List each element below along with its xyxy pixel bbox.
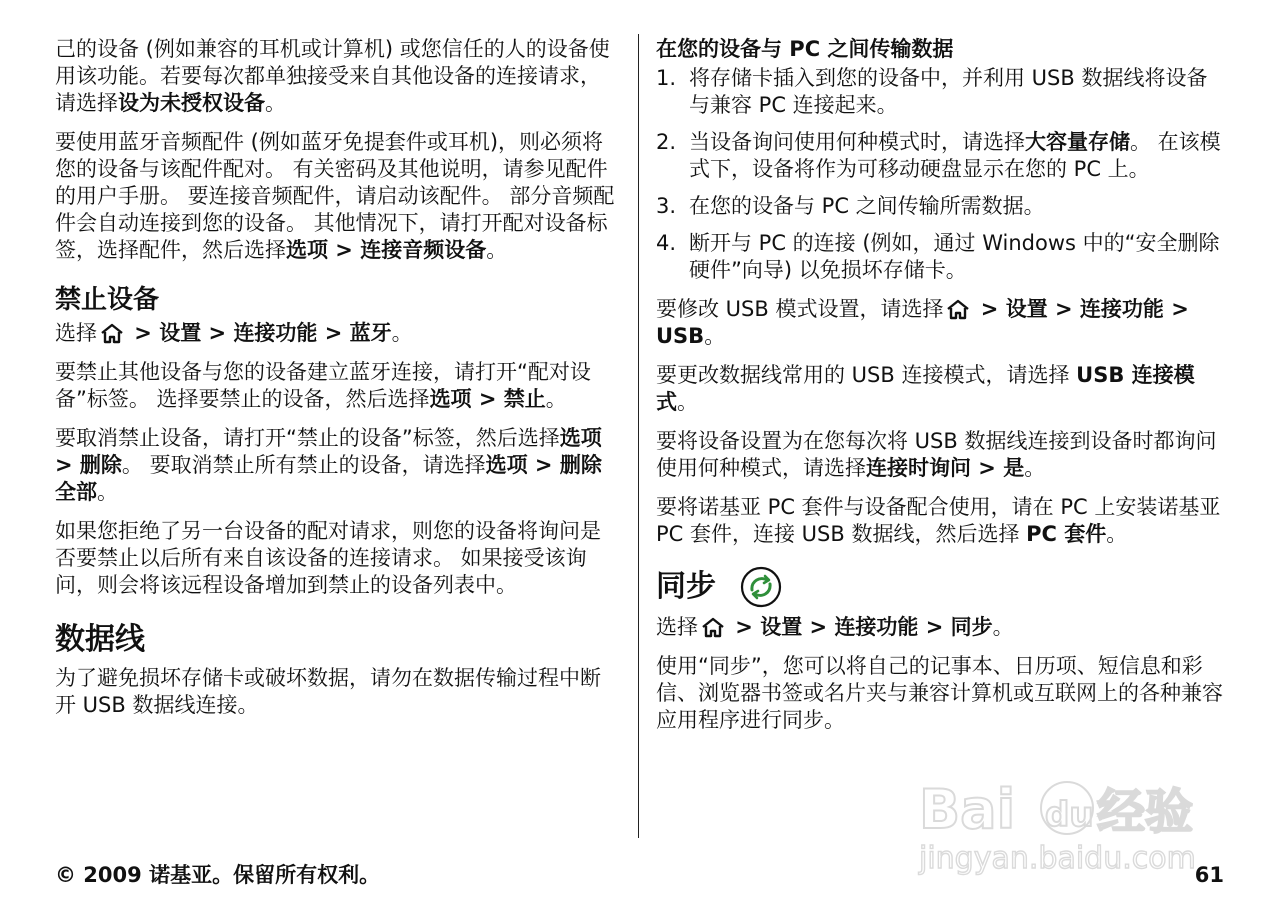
path-block-devices: [55, 320, 621, 347]
text: 选择: [55, 321, 97, 345]
baidu-watermark: [915, 770, 1205, 880]
text: 在您的设备与 PC 之间传输所需数据。: [689, 194, 1045, 218]
menu-term: 删除: [79, 453, 122, 477]
menu-term: PC 套件: [1026, 522, 1107, 546]
paragraph-sync: 使用“同步”，您可以将自己的记事本、日历项、短信息和彩信、浏览器书签或名片夹与兼容计算机或互联网上的各种兼容应用程序进行同步。: [656, 654, 1223, 732]
step-number: 4.: [656, 231, 677, 255]
text: 要取消禁止设备，请打开“禁止的设备”标签，然后选择: [55, 426, 560, 450]
transfer-steps: [656, 65, 1226, 284]
text: 要更改数据线常用的 USB 连接模式，请选择: [656, 363, 1077, 387]
menu-term: USB 连接模式: [656, 363, 1195, 414]
list-item: [656, 230, 1226, 284]
footer-copyright: © 2009 诺基亚。保留所有权利。: [55, 863, 381, 887]
text: 要禁止其他设备与您的设备建立蓝牙连接，请打开“配对设备”标签。 选择要禁止的设备，然后选择: [55, 360, 591, 411]
text: 当设备询问使用何种模式时，请选择: [689, 130, 1025, 154]
paragraph-reject-pairing: 如果您拒绝了另一台设备的配对请求，则您的设备将询问是否要禁止以后所有来自该设备的连接请求。 如果接受该询问，则会将该远程设备增加到禁止的设备列表中。: [55, 519, 601, 597]
step-number: 1.: [656, 66, 677, 90]
text: 选择: [656, 615, 698, 639]
menu-term: 连接功能: [1079, 297, 1164, 321]
path-separator: >: [127, 321, 160, 345]
text: 要将诺基亚 PC 套件与设备配合使用，请在 PC 上安装诺基亚 PC 套件，连接 USB 数据线，然后选择: [656, 495, 1221, 546]
right-column: [656, 36, 1226, 746]
text: 。: [677, 390, 698, 414]
text: 要使用蓝牙音频配件 (例如蓝牙免提套件或耳机)，则必须将您的设备与该配件配对。 有关密码及其他说明，请参见配件的用户手册。 要连接音频配件，请启动该配件。 部分音频配件会自动连接到您的设备。 其他情况下，请打开配对设备标签，选择配件，然后选择: [55, 130, 615, 262]
text: 。: [1024, 456, 1046, 480]
text: 要将设备设置为在您每次将 USB 数据线连接到设备时都询问使用何种模式，请选择: [656, 429, 1217, 480]
path-separator: >: [317, 321, 350, 345]
paragraph-pc-suite: [656, 494, 1226, 548]
menu-term: 连接功能: [834, 615, 919, 639]
path-sync: [656, 614, 1226, 641]
paragraph-block-device: [55, 359, 621, 413]
menu-term: 连接音频设备: [360, 238, 487, 262]
watermark-url: jingyan.baidu.com: [919, 841, 1196, 876]
heading-transfer-data: 在您的设备与 PC 之间传输数据: [656, 37, 954, 61]
menu-term: 删除全部: [55, 453, 602, 504]
path-separator: >: [1047, 297, 1080, 321]
paragraph-ask-on-connect: [656, 428, 1226, 482]
list-item: [656, 65, 1226, 119]
path-separator: >: [471, 387, 504, 411]
path-separator: >: [973, 297, 1006, 321]
home-icon: [99, 322, 125, 344]
path-separator: >: [971, 456, 1004, 480]
paragraph-data-cable: 为了避免损坏存储卡或破坏数据，请勿在数据传输过程中断开 USB 数据线连接。: [55, 666, 601, 717]
menu-term: 设置: [760, 615, 803, 639]
menu-term: 禁止: [503, 387, 546, 411]
menu-term: 蓝牙: [349, 321, 392, 345]
home-icon: [700, 616, 726, 638]
path-separator: >: [527, 453, 560, 477]
menu-term: 连接功能: [233, 321, 318, 345]
menu-term: 连接时询问: [866, 456, 971, 480]
text: 。: [992, 615, 1014, 639]
watermark-brand-1: Bai: [919, 778, 1016, 841]
text: 。: [265, 91, 286, 115]
paragraph-authorize: [55, 36, 621, 117]
text: 要修改 USB 模式设置，请选择: [656, 297, 944, 321]
menu-term: 同步: [950, 615, 993, 639]
list-item: [656, 129, 1226, 183]
paragraph-unblock-device: [55, 425, 621, 506]
menu-term: 设置: [159, 321, 202, 345]
step-number: 2.: [656, 130, 677, 154]
paragraph-usb-mode: [656, 296, 1226, 350]
text: 。: [1106, 522, 1128, 546]
paragraph-default-mode: [656, 362, 1226, 416]
path-separator: >: [328, 238, 361, 262]
menu-term: 设置: [1005, 297, 1048, 321]
text: 。 在该模式下，设备将作为可移动硬盘显示在您的 PC 上。: [689, 130, 1221, 181]
watermark-brand-2: du: [1045, 795, 1094, 835]
sync-icon: [740, 566, 782, 608]
path-separator: >: [1163, 297, 1189, 321]
text: 。: [486, 238, 508, 262]
path-separator: >: [55, 453, 80, 477]
path-separator: >: [802, 615, 835, 639]
text: 断开与 PC 的连接 (例如，通过 Windows 中的“安全删除硬件”向导) 以免损坏存储卡。: [689, 231, 1220, 282]
left-column: [55, 36, 621, 731]
text: 。: [704, 324, 726, 348]
text: 。: [391, 321, 413, 345]
menu-term: 选项: [429, 387, 472, 411]
path-separator: >: [201, 321, 234, 345]
paragraph-audio-accessory: [55, 129, 621, 264]
menu-term: 选项: [286, 238, 328, 262]
heading-text: 同步: [656, 569, 716, 604]
menu-term: 大容量存储: [1025, 130, 1130, 154]
menu-term: 选项: [559, 426, 602, 450]
column-divider: [638, 34, 639, 838]
path-separator: >: [728, 615, 761, 639]
text: 将存储卡插入到您的设备中，并利用 USB 数据线将设备与兼容 PC 连接起来。: [689, 66, 1208, 117]
menu-term: 是: [1003, 456, 1025, 480]
menu-term: 选项: [485, 453, 528, 477]
text: 己的设备 (例如兼容的耳机或计算机) 或您信任的人的设备使用该功能。若要每次都单独接受来自其他设备的连接请求，请选择: [55, 37, 610, 115]
watermark-brand-3: 经验: [1097, 784, 1194, 840]
text: 。 要取消禁止所有禁止的设备，请选择: [121, 453, 486, 477]
path-separator: >: [918, 615, 951, 639]
heading-data-cable: 数据线: [55, 622, 145, 657]
step-number: 3.: [656, 194, 677, 218]
list-item: [656, 193, 1226, 220]
heading-block-devices: 禁止设备: [55, 285, 160, 315]
page-number: 61: [1194, 863, 1224, 887]
heading-sync: [656, 566, 1226, 608]
menu-term: USB: [656, 324, 705, 348]
home-icon: [945, 298, 971, 320]
text: 。: [545, 387, 567, 411]
text: 。: [97, 480, 118, 504]
menu-term: 设为未授权设备: [118, 91, 265, 115]
